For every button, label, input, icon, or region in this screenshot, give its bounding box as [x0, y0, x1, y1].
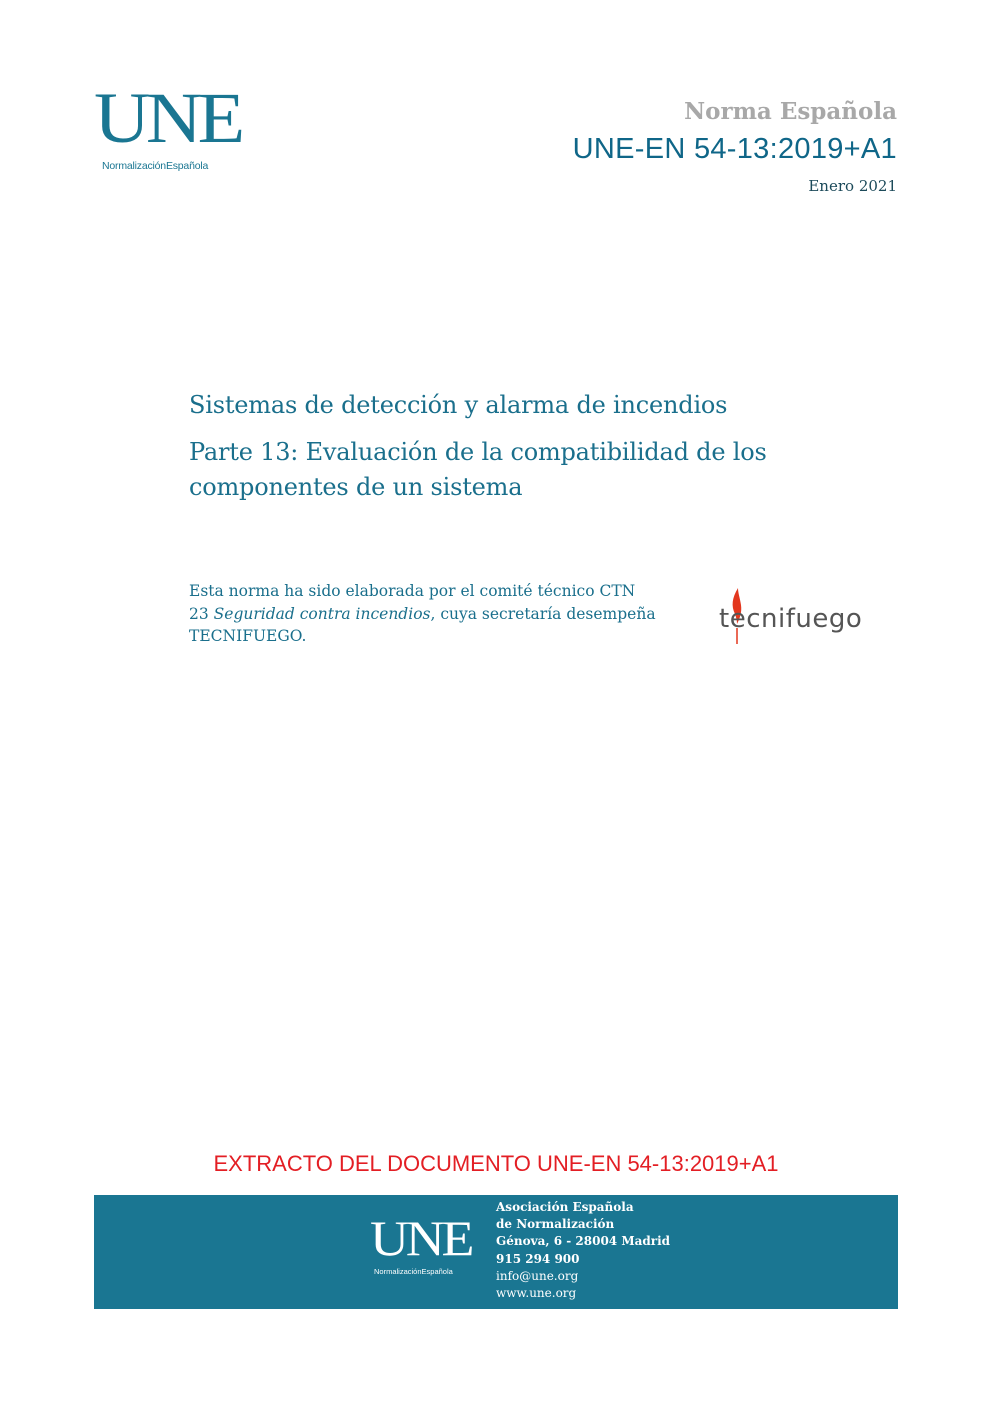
- footer-tagline-part1: Normalización: [374, 1267, 422, 1276]
- publication-date: Enero 2021: [808, 177, 897, 195]
- une-logo: [94, 78, 244, 174]
- committee-text-before: Esta norma ha sido elaborada por el comité técnico CTN 23: [189, 582, 636, 623]
- email-link[interactable]: info@une.org: [496, 1268, 579, 1283]
- committee-text-after: , cuya secretaría desempeña TECNIFUEGO.: [189, 604, 656, 645]
- une-tagline-part1: Normalización: [102, 160, 166, 172]
- org-name-line-2: de Normalización: [496, 1217, 615, 1232]
- une-tagline-part2: Española: [165, 160, 209, 172]
- website-link[interactable]: www.une.org: [496, 1286, 577, 1301]
- footer-tagline-part2: Española: [421, 1267, 453, 1276]
- committee-statement: [189, 580, 659, 648]
- une-logo-letters: UNE: [94, 78, 241, 158]
- tecnifuego-logo: [716, 584, 876, 648]
- tecnifuego-wordmark: tecnifuego: [719, 604, 863, 634]
- title-line-2: Parte 13: Evaluación de la compatibilidad de los componentes de un sistema: [189, 438, 767, 501]
- standard-code: UNE-EN 54-13:2019+A1: [572, 133, 897, 165]
- footer-une-tagline: [374, 1267, 453, 1276]
- footer-address: [496, 1199, 670, 1302]
- footer-une-logo: UNE: [370, 1210, 472, 1266]
- committee-name: Seguridad contra incendios: [213, 604, 431, 623]
- phone-number: 915 294 900: [496, 1251, 580, 1266]
- org-name-line-1: Asociación Española: [496, 1200, 634, 1214]
- document-kicker: Norma Española: [684, 98, 897, 125]
- footer-band: [94, 1195, 898, 1309]
- une-logo-tagline: [102, 160, 208, 172]
- street-address: Génova, 6 - 28004 Madrid: [496, 1234, 671, 1249]
- extract-notice: EXTRACTO DEL DOCUMENTO UNE-EN 54-13:2019+A1: [213, 1151, 779, 1176]
- title-line-1: Sistemas de detección y alarma de incendios: [189, 391, 728, 419]
